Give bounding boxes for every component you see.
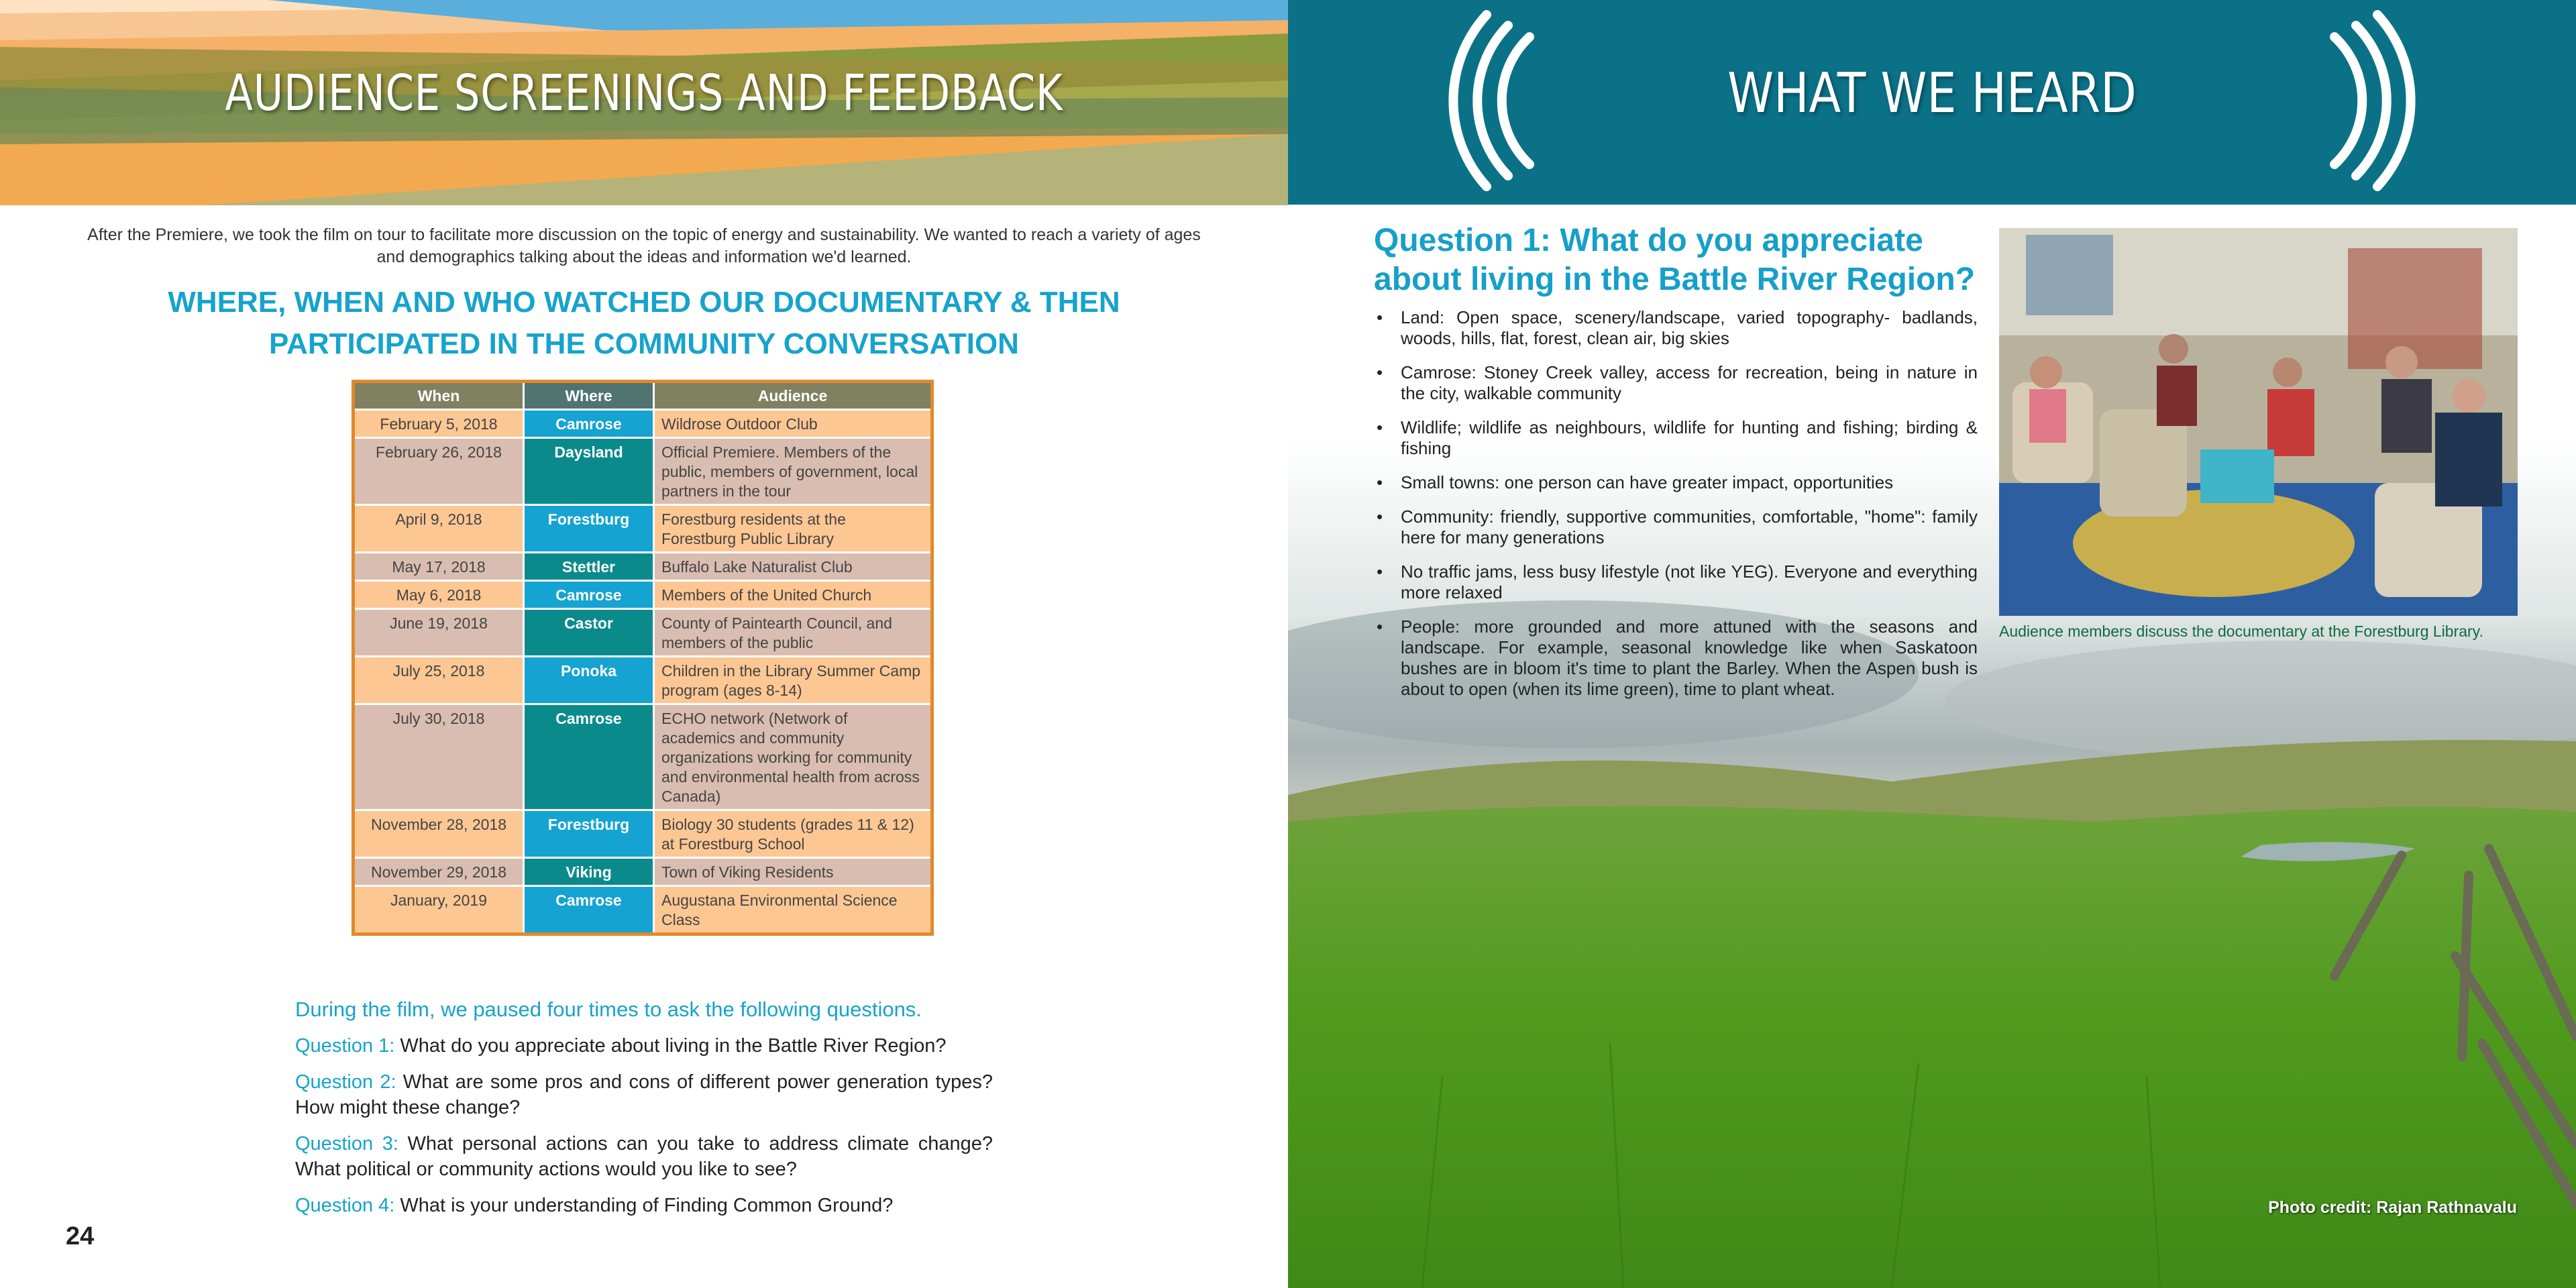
- question-label: Question 3:: [295, 1133, 398, 1155]
- cell-when: February 26, 2018: [354, 438, 524, 505]
- cell-where: Camrose: [524, 410, 654, 438]
- section-heading-line1: WHERE, WHEN AND WHO WATCHED OUR DOCUMENTARY & THEN: [168, 286, 1120, 319]
- list-item-text: Land: Open space, scenery/landscape, varied topography- badlands, woods, hills, flat, forest, clean air, big skies: [1401, 307, 1978, 348]
- question-text: What do you appreciate about living in the Battle River Region?: [394, 1035, 947, 1057]
- audience-photo: [1999, 228, 2518, 616]
- list-item-text: No traffic jams, less busy lifestyle (not like YEG). Everyone and everything more relaxed: [1401, 561, 1978, 602]
- bullet-icon: •: [1377, 307, 1383, 327]
- list-item-text: Small towns: one person can have greater impact, opportunities: [1401, 472, 1894, 492]
- list-item: [1374, 472, 1978, 493]
- table-row: [354, 505, 932, 553]
- cell-audience: Members of the United Church: [654, 581, 932, 609]
- photo-credit: Photo credit: Rajan Rathnavalu: [2268, 1198, 2517, 1217]
- cell-audience: Buffalo Lake Naturalist Club: [654, 553, 932, 581]
- table-row: [354, 810, 932, 858]
- table-row: [354, 438, 932, 505]
- question-label: Question 4:: [295, 1195, 395, 1216]
- table-row: [354, 657, 932, 704]
- bullet-icon: •: [1377, 506, 1383, 527]
- right-page: [1288, 0, 2576, 1288]
- cell-where: Daysland: [524, 438, 654, 505]
- question1-heading: Question 1: What do you appreciate about living in the Battle River Region?: [1374, 223, 1976, 297]
- question-item: [295, 1131, 993, 1182]
- table-row: [354, 886, 932, 934]
- list-item-text: People: more grounded and more attuned with the seasons and landscape. For example, seasonal knowledge like when Saskatoon bushes are in bloom it's time to plant the Barley. When the Aspen bush is about to open (when its lime green), time to plant wheat.: [1401, 616, 1978, 699]
- cell-where: Forestburg: [524, 810, 654, 858]
- list-item-text: Community: friendly, supportive communities, comfortable, "home": family here for many generations: [1401, 506, 1978, 547]
- cell-audience: Children in the Library Summer Camp program (ages 8-14): [654, 657, 932, 704]
- header-audience: Audience: [654, 382, 932, 410]
- list-item: [1374, 561, 1978, 603]
- question-item: [295, 1193, 993, 1218]
- cell-audience: Wildrose Outdoor Club: [654, 410, 932, 438]
- question-item: [295, 1033, 993, 1059]
- bullet-icon: •: [1377, 616, 1383, 637]
- screenings-table: [352, 380, 934, 936]
- photo-caption: Audience members discuss the documentary at the Forestburg Library.: [1999, 623, 2483, 640]
- question-text: What is your understanding of Finding Common Ground?: [394, 1195, 894, 1216]
- list-item: [1374, 307, 1978, 349]
- cell-audience: Forestburg residents at the Forestburg Public Library: [654, 505, 932, 553]
- header-where: Where: [524, 382, 654, 410]
- header-title: WHAT WE HEARD: [1727, 62, 2137, 125]
- cell-when: May 17, 2018: [354, 553, 524, 581]
- cell-when: November 29, 2018: [354, 858, 524, 886]
- table-header-row: [354, 382, 932, 410]
- question-text: What are some pros and cons of different power generation types? How might these change?: [295, 1071, 993, 1118]
- table-row: [354, 581, 932, 609]
- cell-when: January, 2019: [354, 886, 524, 934]
- page-number: 24: [66, 1222, 95, 1250]
- cell-when: February 5, 2018: [354, 410, 524, 438]
- section-heading-line2: PARTICIPATED IN THE COMMUNITY CONVERSATION: [269, 327, 1019, 360]
- list-item: [1374, 506, 1978, 548]
- list-item: [1374, 362, 1978, 404]
- cell-where: Camrose: [524, 886, 654, 934]
- table-row: [354, 609, 932, 657]
- question-text: What personal actions can you take to address climate change? What political or community actions would you like to see?: [295, 1133, 993, 1180]
- table-row: [354, 704, 932, 810]
- question-item: [295, 1069, 993, 1120]
- cell-where: Camrose: [524, 704, 654, 810]
- question-label: Question 1:: [295, 1035, 395, 1057]
- list-item-text: Camrose: Stoney Creek valley, access for recreation, being in nature in the city, walkable community: [1401, 362, 1978, 403]
- list-item: [1374, 616, 1978, 700]
- table-row: [354, 553, 932, 581]
- cell-where: Viking: [524, 858, 654, 886]
- cell-when: May 6, 2018: [354, 581, 524, 609]
- cell-audience: Augustana Environmental Science Class: [654, 886, 932, 934]
- table-row: [354, 410, 932, 438]
- cell-audience: Official Premiere. Members of the public, members of government, local partners in the tour: [654, 438, 932, 505]
- section-heading: [94, 282, 1194, 365]
- question-label: Question 2:: [295, 1071, 396, 1093]
- bullet-icon: •: [1377, 561, 1383, 582]
- cell-audience: Town of Viking Residents: [654, 858, 932, 886]
- table-row: [354, 858, 932, 886]
- cell-when: June 19, 2018: [354, 609, 524, 657]
- cell-where: Ponoka: [524, 657, 654, 704]
- list-item-text: Wildlife; wildlife as neighbours, wildlife for hunting and fishing; birding & fishing: [1401, 417, 1978, 458]
- intro-paragraph: After the Premiere, we took the film on tour to facilitate more discussion on the topic of energy and sustainability. We wanted to reach a variety of ages and demographics talking about the ideas and information we'd learned.: [87, 225, 1201, 266]
- banner-title: AUDIENCE SCREENINGS AND FEEDBACK: [225, 64, 1063, 122]
- cell-when: July 30, 2018: [354, 704, 524, 810]
- cell-where: Camrose: [524, 581, 654, 609]
- header-bar: [1288, 0, 2576, 205]
- bullet-icon: •: [1377, 362, 1383, 382]
- list-item: [1374, 417, 1978, 459]
- cell-where: Forestburg: [524, 505, 654, 553]
- cell-audience: ECHO network (Network of academics and community organizations working for community and environmental health from across Canada): [654, 704, 932, 810]
- cell-where: Castor: [524, 609, 654, 657]
- answers-list: [1374, 307, 1978, 713]
- cell-audience: Biology 30 students (grades 11 & 12) at Forestburg School: [654, 810, 932, 858]
- bullet-icon: •: [1377, 417, 1383, 437]
- cell-where: Stettler: [524, 553, 654, 581]
- banner: [0, 0, 1288, 205]
- header-when: When: [354, 382, 524, 410]
- cell-when: July 25, 2018: [354, 657, 524, 704]
- questions-block: [295, 997, 993, 1229]
- questions-lead: During the film, we paused four times to ask the following questions.: [295, 998, 922, 1021]
- cell-when: April 9, 2018: [354, 505, 524, 553]
- cell-when: November 28, 2018: [354, 810, 524, 858]
- cell-audience: County of Paintearth Council, and members of the public: [654, 609, 932, 657]
- bullet-icon: •: [1377, 472, 1383, 492]
